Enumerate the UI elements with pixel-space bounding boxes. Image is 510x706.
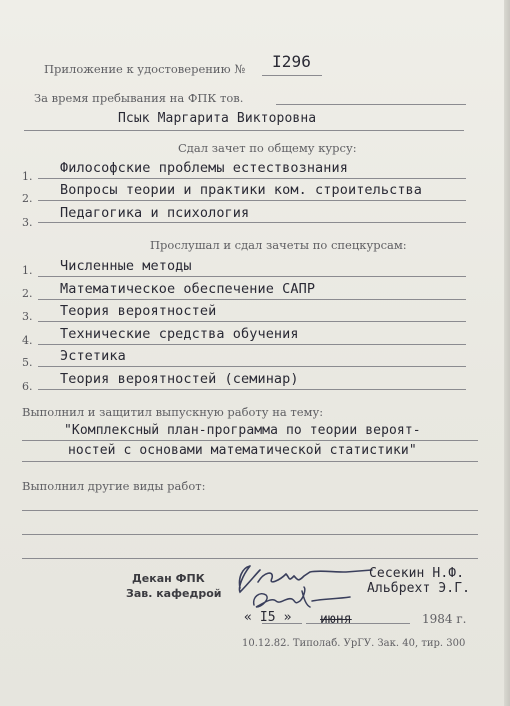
general-item-number: 3. xyxy=(22,216,33,229)
general-item-text: Философские проблемы естествознания xyxy=(60,160,348,176)
person-name: Псык Маргарита Викторовна xyxy=(118,111,317,126)
printing-imprint: 10.12.82. Типолаб. УрГУ. Зак. 40, тир. 300 xyxy=(242,638,466,649)
stay-line xyxy=(276,104,466,105)
general-item-line xyxy=(38,200,466,201)
general-course-heading: Сдал зачет по общему курсу: xyxy=(178,141,357,155)
other-work-rule-1 xyxy=(22,510,478,511)
other-work-rule-2 xyxy=(22,534,478,535)
dean-name: Сесекин Н.Ф. xyxy=(369,566,465,581)
certificate-number-line xyxy=(262,75,322,76)
special-item-line xyxy=(38,299,466,300)
special-item-number: 4. xyxy=(22,334,33,347)
general-item-text: Вопросы теории и практики ком. строительства xyxy=(60,182,423,198)
certificate-number: I296 xyxy=(272,52,311,71)
date-year: 1984 г. xyxy=(422,612,467,626)
thesis-line-2: ностей с основами математической статистики" xyxy=(68,443,417,458)
head-name: Альбрехт Э.Г. xyxy=(367,581,471,596)
dean-label: Декан ФПК xyxy=(132,572,205,585)
special-courses-heading: Прослушал и сдал зачеты по спецкурсам: xyxy=(150,238,407,252)
thesis-line-1: "Комплексный план-программа по теории вероят- xyxy=(64,423,421,438)
general-item-number: 1. xyxy=(22,170,33,183)
thesis-rule-2 xyxy=(22,461,478,462)
special-item-number: 6. xyxy=(22,380,33,393)
special-item-text: Численные методы xyxy=(60,258,192,274)
appendix-label: Приложение к удостоверению № xyxy=(44,62,246,76)
date-day-line xyxy=(262,623,302,624)
special-item-line xyxy=(38,389,466,390)
special-item-line xyxy=(38,366,466,367)
general-item-text: Педагогика и психология xyxy=(60,205,250,221)
date-day: « I5 » xyxy=(244,610,292,625)
stay-label: За время пребывания на ФПК тов. xyxy=(34,91,244,105)
date-month: июня xyxy=(320,612,352,627)
special-item-line xyxy=(38,321,466,322)
special-item-number: 3. xyxy=(22,310,33,323)
thesis-label: Выполнил и защитил выпускную работу на тему: xyxy=(22,405,324,419)
special-item-text: Математическое обеспечение САПР xyxy=(60,281,316,297)
paper-edge xyxy=(504,0,510,706)
special-item-text: Теория вероятностей (семинар) xyxy=(60,371,299,387)
special-item-line xyxy=(38,344,466,345)
special-item-number: 1. xyxy=(22,264,33,277)
special-item-text: Теория вероятностей xyxy=(60,303,217,319)
name-line xyxy=(24,130,464,131)
special-item-number: 2. xyxy=(22,287,33,300)
special-item-text: Эстетика xyxy=(60,348,126,364)
head-label: Зав. кафедрой xyxy=(126,587,222,600)
other-work-label: Выполнил другие виды работ: xyxy=(22,479,206,493)
special-item-text: Технические средства обучения xyxy=(60,326,299,342)
general-item-line xyxy=(38,178,466,179)
special-item-line xyxy=(38,276,466,277)
date-month-line xyxy=(306,623,410,624)
general-item-number: 2. xyxy=(22,192,33,205)
thesis-rule-1 xyxy=(22,440,478,441)
special-item-number: 5. xyxy=(22,356,33,369)
general-item-line xyxy=(38,222,466,223)
